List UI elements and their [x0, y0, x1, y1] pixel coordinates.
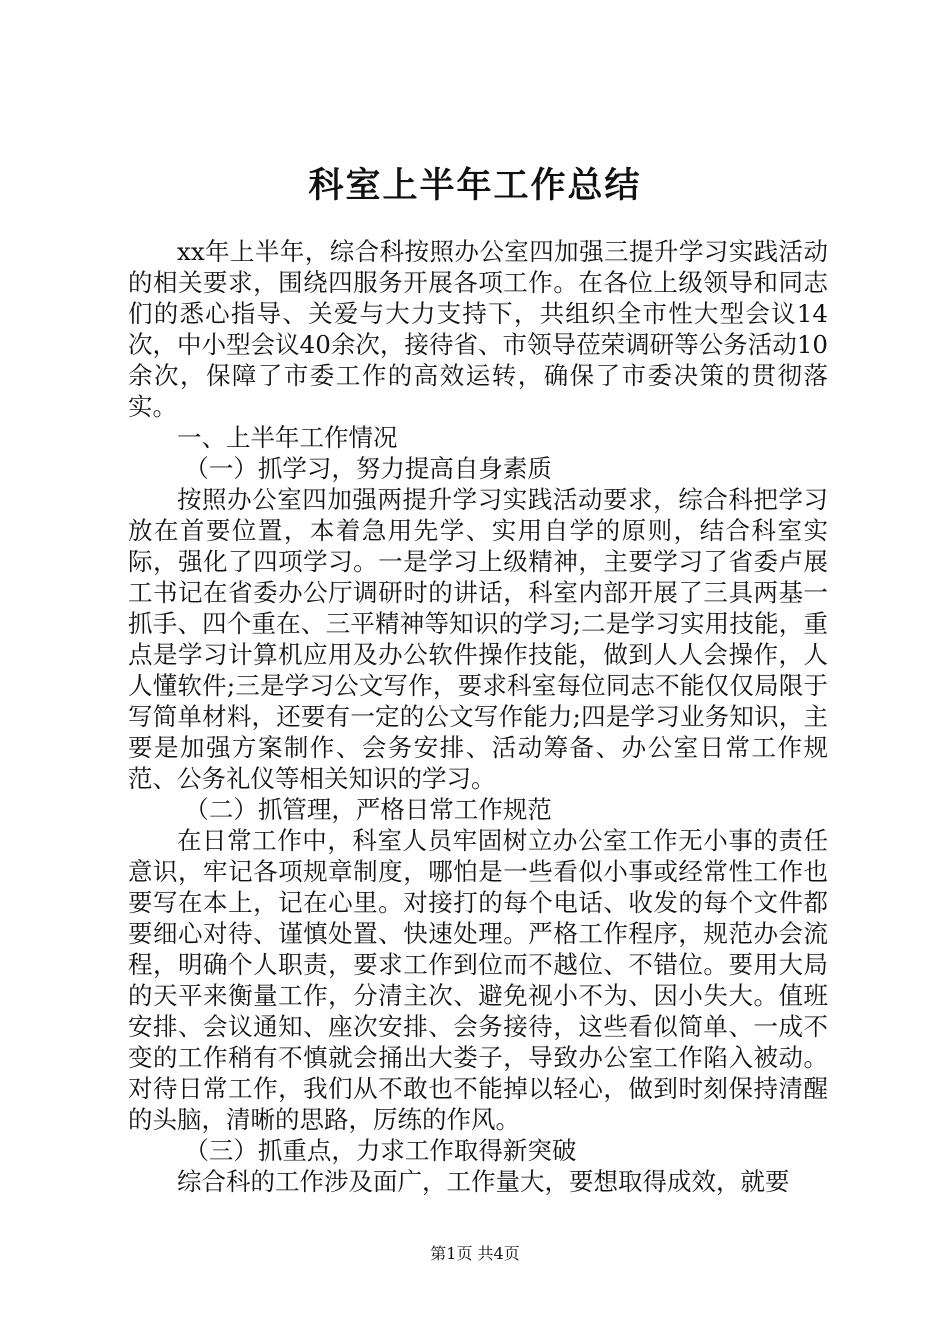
paragraph-body: 按照办公室四加强两提升学习实践活动要求，综合科把学习放在首要位置，本着急用先学、实用自学的原则，结合科室实际，强化了四项学习。一是学习上级精神，主要学习了省委卢展工书记在省委办公厅调研时的讲话，科室内部开展了三具两基一抓手、四个重在、三平精神等知识的学习;二是学习实用技能，重点是学习计算机应用及办公软件操作技能，做到人人会操作，人人懂软件;三是学习公文写作，要求科室每位同志不能仅仅局限于写简单材料，还要有一定的公文写作能力;四是学习业务知识，主要是加强方案制作、会务安排、活动筹备、办公室日常工作规范、公务礼仪等相关知识的学习。	[128, 485, 828, 793]
page-number-footer: 第1页 共4页	[430, 1244, 520, 1263]
document-title: 科室上半年工作总结	[308, 165, 642, 206]
paragraph-intro: xx年上半年，综合科按照办公室四加强三提升学习实践活动的相关要求，围绕四服务开展各项工作。在各位上级领导和同志们的悉心指导、关爱与大力支持下，共组织全市性大型会议14次，中小型会议40余次，接待省、市领导莅荣调研等公务活动10余次，保障了市委工作的高效运转，确保了市委决策的贯彻落实。	[128, 237, 828, 421]
subsection-heading: （一）抓学习，努力提高自身素质	[184, 454, 552, 483]
document-body	[128, 236, 828, 1197]
subsection-heading: （三）抓重点，力求工作取得新突破	[184, 1136, 577, 1165]
paragraph-body: 在日常工作中，科室人员牢固树立办公室工作无小事的责任意识，牢记各项规章制度，哪怕是一些看似小事或经常性工作也要写在本上，记在心里。对接打的每个电话、收发的每个文件都要细心对待、谨慎处置、快速处理。严格工作程序，规范办会流程，明确个人职责，要求工作到位而不越位、不错位。要用大局的天平来衡量工作，分清主次、避免视小不为、因小失大。值班安排、会议通知、座次安排、会务接待，这些看似简单、一成不变的工作稍有不慎就会捅出大娄子，导致办公室工作陷入被动。对待日常工作，我们从不敢也不能掉以轻心，做到时刻保持清醒的头脑，清晰的思路，厉练的作风。	[128, 826, 828, 1134]
paragraph-body: 综合科的工作涉及面广，工作量大，要想取得成效，就要	[177, 1167, 790, 1196]
section-heading: 一、上半年工作情况	[177, 423, 398, 452]
subsection-heading: （二）抓管理，严格日常工作规范	[184, 795, 552, 824]
